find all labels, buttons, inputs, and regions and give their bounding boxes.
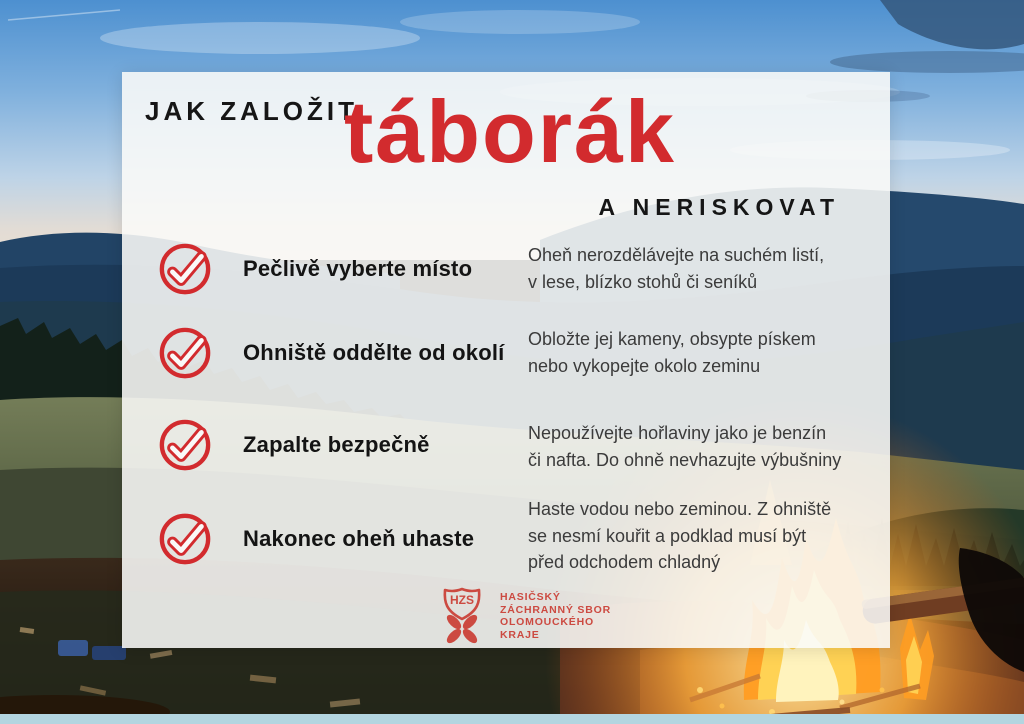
item-description-line: Haste vodou nebo zeminou. Z ohniště xyxy=(528,499,832,519)
item-heading: Nakonec oheň uhaste xyxy=(243,526,475,551)
item-description-line: nebo vykopejte okolo zeminu xyxy=(528,355,761,376)
blue-debris xyxy=(58,640,88,656)
hzs-logo xyxy=(440,586,611,644)
item-description-line: před odchodem chladný xyxy=(528,552,721,572)
org-line: OLOMOUCKÉHO xyxy=(500,616,594,628)
org-line: KRAJE xyxy=(500,628,540,641)
checklist-item xyxy=(158,242,870,296)
check-circle-icon xyxy=(158,418,212,472)
poster-title: táborák xyxy=(344,82,676,181)
poster-subtitle: A NERISKOVAT xyxy=(598,194,840,220)
item-description-line: či nafta. Do ohně nevhazujte výbušniny xyxy=(528,449,842,470)
org-line: ZÁCHRANNÝ SBOR xyxy=(500,603,611,616)
item-description xyxy=(528,326,816,379)
check-circle-icon xyxy=(158,242,212,296)
item-description-line: v lese, blízko stohů či seníků xyxy=(528,271,758,292)
item-description xyxy=(528,242,824,295)
check-circle-icon xyxy=(158,326,212,380)
org-line: HASIČSKÝ xyxy=(500,591,561,603)
checklist-item xyxy=(158,499,870,572)
checklist-item xyxy=(158,326,870,380)
item-heading: Zapalte bezpečně xyxy=(243,432,430,457)
item-description-line: Nepoužívejte hořlaviny jako je benzín xyxy=(528,423,827,443)
item-description-line: Obložte jej kameny, obsypte pískem xyxy=(528,329,816,349)
item-heading: Ohniště oddělte od okolí xyxy=(243,340,505,365)
kicker-text: JAK ZALOŽIT xyxy=(145,96,358,126)
check-circle-icon xyxy=(158,512,212,566)
item-description-line: se nesmí kouřit a podklad musí být xyxy=(528,525,807,546)
bottom-blue-strip xyxy=(0,714,1024,724)
item-description xyxy=(528,496,831,576)
item-description-line: Oheň nerozdělávejte na suchém listí, xyxy=(528,245,825,265)
item-heading: Pečlivě vyberte místo xyxy=(243,256,473,281)
content-panel xyxy=(122,72,890,648)
checklist-item xyxy=(158,418,870,472)
hzs-shield-icon xyxy=(440,586,484,644)
item-description xyxy=(528,420,841,473)
svg-text:HZS: HZS xyxy=(450,593,474,607)
hzs-org-name xyxy=(500,586,611,641)
